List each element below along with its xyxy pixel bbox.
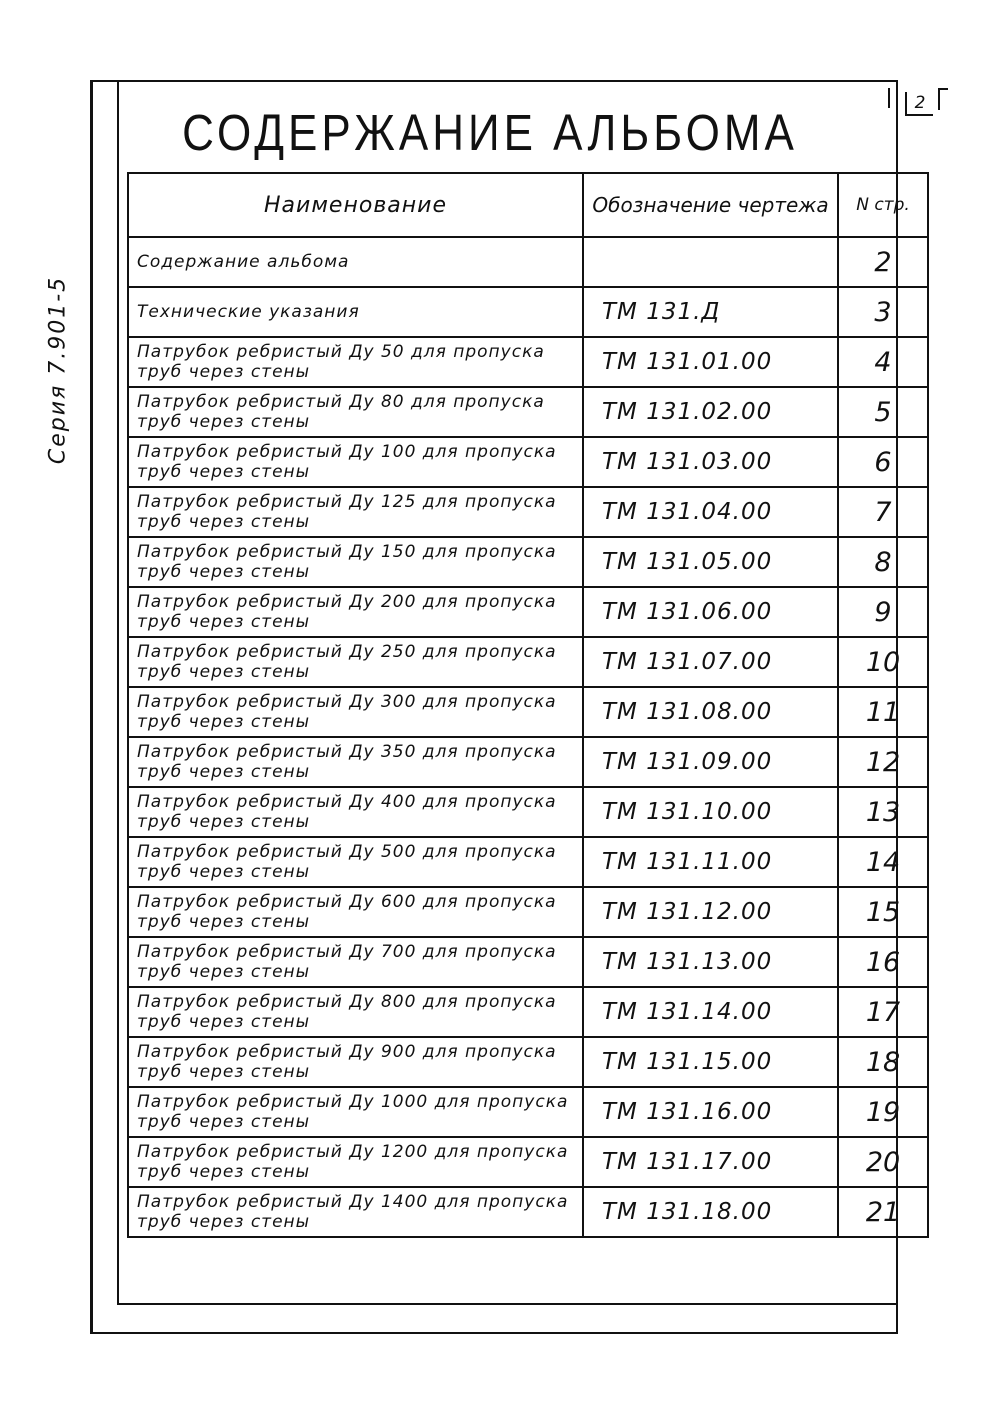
- series-text: Серия 7.901-5: [45, 275, 71, 465]
- cell-name: Патрубок ребристый Ду 50 для пропуска труб через стены: [128, 337, 583, 387]
- table-row: [128, 737, 928, 787]
- cell-code: ТМ 131.06.00: [583, 587, 838, 637]
- cell-name: Технические указания: [128, 287, 583, 337]
- cell-page: 15: [838, 887, 928, 937]
- cell-page: 14: [838, 837, 928, 887]
- cell-page: 3: [838, 287, 928, 337]
- cell-page: 13: [838, 787, 928, 837]
- cell-name: Патрубок ребристый Ду 400 для пропуска труб через стены: [128, 787, 583, 837]
- cell-page: 10: [838, 637, 928, 687]
- table-row: [128, 537, 928, 587]
- cell-code: ТМ 131.10.00: [583, 787, 838, 837]
- cell-code: ТМ 131.05.00: [583, 537, 838, 587]
- cell-page: 5: [838, 387, 928, 437]
- table-row: [128, 787, 928, 837]
- cell-code: ТМ 131.01.00: [583, 337, 838, 387]
- cell-name: Патрубок ребристый Ду 1400 для пропуска труб через стены: [128, 1187, 583, 1237]
- table-row: [128, 837, 928, 887]
- cell-page: 17: [838, 987, 928, 1037]
- cell-name: Патрубок ребристый Ду 300 для пропуска труб через стены: [128, 687, 583, 737]
- contents-table: [127, 172, 929, 1238]
- cell-name: Патрубок ребристый Ду 250 для пропуска труб через стены: [128, 637, 583, 687]
- cell-page: 4: [838, 337, 928, 387]
- table-row: [128, 587, 928, 637]
- corner-mark: [938, 88, 948, 90]
- table-header-row: [128, 173, 928, 237]
- table-row: [128, 687, 928, 737]
- cell-name: Патрубок ребристый Ду 80 для пропуска труб через стены: [128, 387, 583, 437]
- table-row: [128, 937, 928, 987]
- table-row: [128, 987, 928, 1037]
- cell-name: Патрубок ребристый Ду 350 для пропуска труб через стены: [128, 737, 583, 787]
- table-row: [128, 237, 928, 287]
- cell-code: ТМ 131.11.00: [583, 837, 838, 887]
- page-number: 2: [905, 92, 933, 116]
- cell-code: ТМ 131.18.00: [583, 1187, 838, 1237]
- cell-name: Содержание альбома: [128, 237, 583, 287]
- table-row: [128, 1037, 928, 1087]
- cell-code: ТМ 131.04.00: [583, 487, 838, 537]
- cell-name: Патрубок ребристый Ду 1000 для пропуска труб через стены: [128, 1087, 583, 1137]
- cell-name: Патрубок ребристый Ду 200 для пропуска труб через стены: [128, 587, 583, 637]
- cell-page: 18: [838, 1037, 928, 1087]
- cell-name: Патрубок ребристый Ду 1200 для пропуска труб через стены: [128, 1137, 583, 1187]
- cell-name: Патрубок ребристый Ду 125 для пропуска труб через стены: [128, 487, 583, 537]
- cell-code: ТМ 131.09.00: [583, 737, 838, 787]
- table-row: [128, 1137, 928, 1187]
- header-name: Наименование: [128, 173, 583, 237]
- cell-page: 16: [838, 937, 928, 987]
- table-row: [128, 487, 928, 537]
- cell-code: [583, 237, 838, 287]
- cell-name: Патрубок ребристый Ду 100 для пропуска труб через стены: [128, 437, 583, 487]
- cell-code: ТМ 131.16.00: [583, 1087, 838, 1137]
- cell-code: ТМ 131.15.00: [583, 1037, 838, 1087]
- table-row: [128, 337, 928, 387]
- cell-page: 2: [838, 237, 928, 287]
- page-title: СОДЕРЖАНИЕ АЛЬБОМА: [182, 105, 798, 162]
- cell-code: ТМ 131.08.00: [583, 687, 838, 737]
- cell-name: Патрубок ребристый Ду 800 для пропуска труб через стены: [128, 987, 583, 1037]
- table-row: [128, 287, 928, 337]
- cell-page: 21: [838, 1187, 928, 1237]
- header-code: Обозначение чертежа: [583, 173, 838, 237]
- cell-name: Патрубок ребристый Ду 500 для пропуска труб через стены: [128, 837, 583, 887]
- cell-code: ТМ 131.02.00: [583, 387, 838, 437]
- table-row: [128, 387, 928, 437]
- table-row: [128, 887, 928, 937]
- cell-page: 9: [838, 587, 928, 637]
- table-row: [128, 637, 928, 687]
- table-row: [128, 437, 928, 487]
- table-row: [128, 1187, 928, 1237]
- cell-page: 19: [838, 1087, 928, 1137]
- cell-page: 6: [838, 437, 928, 487]
- header-page: N стр.: [838, 173, 928, 237]
- cell-page: 11: [838, 687, 928, 737]
- cell-code: ТМ 131.07.00: [583, 637, 838, 687]
- cell-page: 20: [838, 1137, 928, 1187]
- cell-page: 12: [838, 737, 928, 787]
- cell-code: ТМ 131.13.00: [583, 937, 838, 987]
- cell-code: ТМ 131.Д: [583, 287, 838, 337]
- cell-code: ТМ 131.14.00: [583, 987, 838, 1037]
- cell-code: ТМ 131.12.00: [583, 887, 838, 937]
- cell-page: 8: [838, 537, 928, 587]
- cell-name: Патрубок ребристый Ду 700 для пропуска труб через стены: [128, 937, 583, 987]
- cell-page: 7: [838, 487, 928, 537]
- corner-mark: [938, 88, 940, 110]
- cell-code: ТМ 131.17.00: [583, 1137, 838, 1187]
- series-label: [28, 255, 88, 485]
- table-body: [128, 237, 928, 1237]
- cell-name: Патрубок ребристый Ду 150 для пропуска труб через стены: [128, 537, 583, 587]
- cell-code: ТМ 131.03.00: [583, 437, 838, 487]
- table-row: [128, 1087, 928, 1137]
- cell-name: Патрубок ребристый Ду 600 для пропуска труб через стены: [128, 887, 583, 937]
- cell-name: Патрубок ребристый Ду 900 для пропуска труб через стены: [128, 1037, 583, 1087]
